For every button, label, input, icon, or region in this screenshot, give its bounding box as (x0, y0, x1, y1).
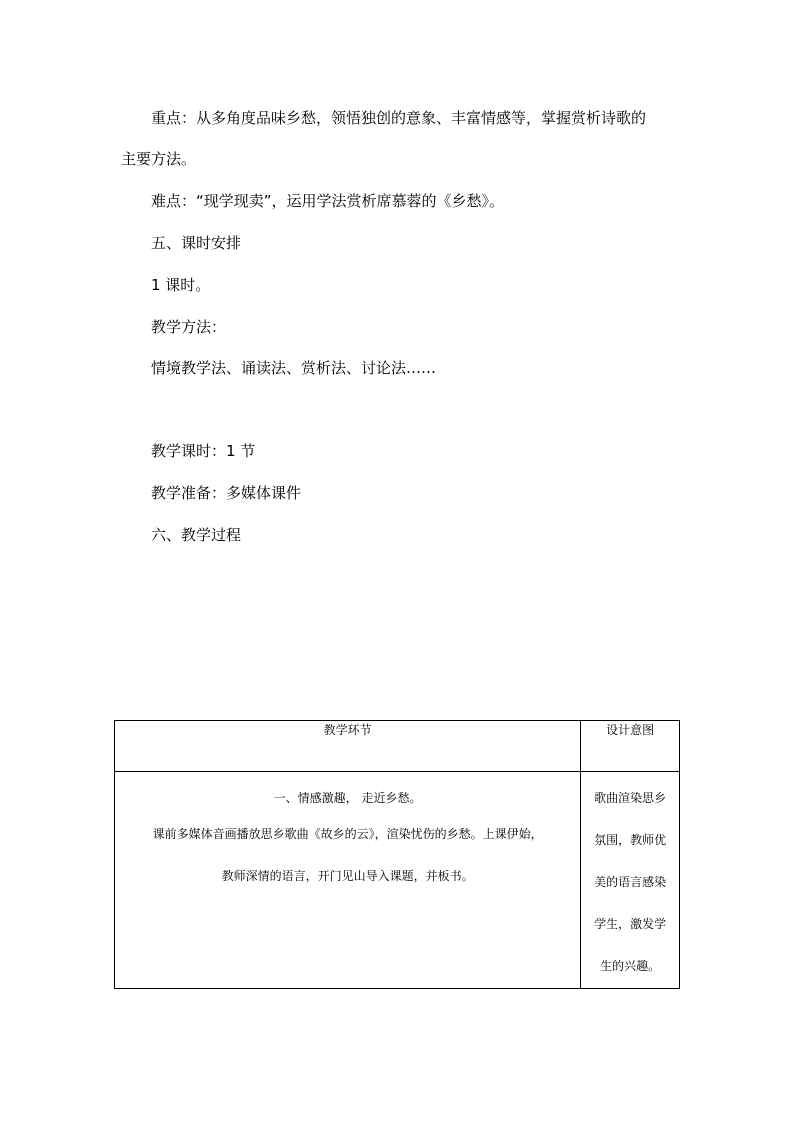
lesson-hours-line: 教学课时：1 节 (151, 442, 256, 460)
intent-line-3: 美的语言感染 (594, 875, 667, 889)
methods-line: 情境教学法、诵读法、赏析法、讨论法…… (151, 359, 437, 377)
preparation-line: 教学准备：多媒体课件 (151, 484, 302, 502)
intent-line-2: 氛围，教师优 (594, 833, 667, 847)
class-hours-line: 1 课时。 (151, 276, 211, 294)
section-six-heading: 六、教学过程 (151, 526, 242, 544)
header-intent-cell: 设计意图 (581, 721, 680, 772)
section-five-heading: 五、课时安排 (151, 234, 242, 252)
difficulty-line: 难点：“现学现卖”，运用学法赏析席慕蓉的《乡愁》。 (151, 192, 505, 210)
intent-content (581, 772, 679, 976)
step-cell (115, 772, 581, 989)
key-point-line-2: 主要方法。 (121, 150, 197, 168)
intent-line-1: 歌曲渲染思乡 (594, 791, 667, 805)
table-row (115, 772, 680, 989)
table-header-row (115, 721, 680, 772)
intent-line-4: 学生，激发学 (594, 917, 667, 931)
methods-title: 教学方法： (151, 318, 227, 336)
step-line-2: 教师深情的语言，开门见山导入课题，并板书。 (221, 869, 474, 883)
intent-line-5: 生的兴趣。 (600, 959, 661, 973)
header-step-cell: 教学环节 (115, 721, 581, 772)
step-content (115, 772, 580, 886)
step-line-1: 课前多媒体音画播放思乡歌曲《故乡的云》，渲染忧伤的乡愁。上课伊始， (152, 827, 543, 841)
key-point-line-1: 重点：从多角度品味乡愁，领悟独创的意象、丰富情感等，掌握赏析诗歌的 (151, 109, 647, 127)
teaching-process-table (114, 720, 680, 989)
step-title: 一、情感激趣， 走近乡愁。 (273, 791, 422, 805)
intent-cell (581, 772, 680, 989)
